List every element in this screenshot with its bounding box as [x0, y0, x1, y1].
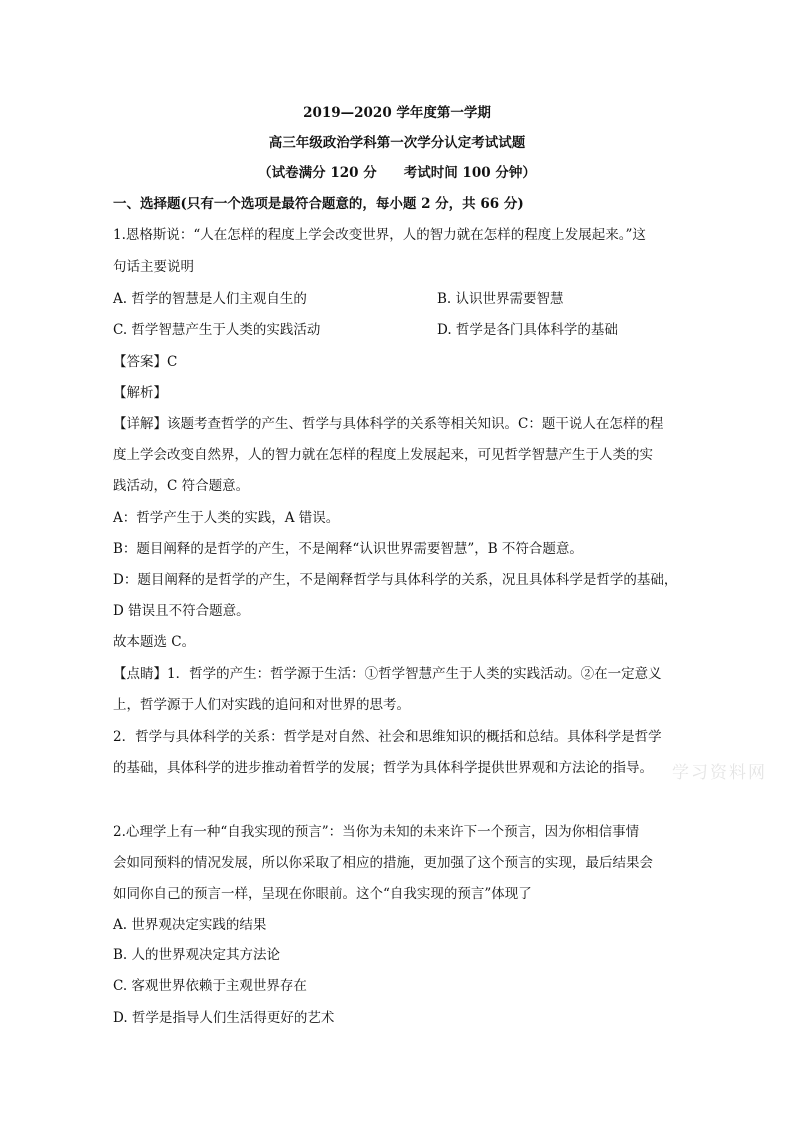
- year-term-heading: 2019—2020 学年度第一学期: [303, 105, 491, 121]
- q2-option-a: A. 世界观决定实践的结果: [113, 917, 267, 933]
- exam-title: 高三年级政治学科第一次学分认定考试试题: [268, 135, 526, 151]
- q1-tip-line1: 【点睛】1．哲学的产生：哲学源于生活：①哲学智慧产生于人类的实践活动。②在一定意义: [113, 666, 662, 682]
- section-heading: 一、选择题(只有一个选项是最符合题意的，每小题 2 分，共 66 分): [113, 196, 524, 212]
- q1-option-b: B. 认识世界需要智慧: [437, 291, 564, 307]
- q2-option-b: B. 人的世界观决定其方法论: [113, 947, 281, 963]
- q2-stem-line1: 2.心理学上有一种“自我实现的预言”：当你为未知的未来许下一个预言，因为你相信事情: [113, 824, 640, 840]
- q1-analysis-heading: 【解析】: [113, 385, 167, 401]
- q1-stem-line1: 1.恩格斯说：“人在怎样的程度上学会改变世界，人的智力就在怎样的程度上发展起来。”这: [113, 227, 646, 243]
- q1-option-c: C. 哲学智慧产生于人类的实践活动: [113, 322, 321, 338]
- q1-tip-line4: 的基础，具体科学的进步推动着哲学的发展；哲学为具体科学提供世界观和方法论的指导。: [113, 760, 653, 776]
- q2-option-d: D. 哲学是指导人们生活得更好的艺术: [113, 1010, 335, 1026]
- q1-note-b: B：题目阐释的是哲学的产生，不是阐释“认识世界需要智慧”，B 不符合题意。: [113, 541, 583, 557]
- q2-stem-line3: 如同你自己的预言一样，呈现在你眼前。这个“自我实现的预言”体现了: [113, 886, 532, 902]
- q1-stem-line2: 句话主要说明: [113, 259, 194, 275]
- watermark: 学习资料网: [672, 763, 767, 783]
- q2-stem-line2: 会如同预料的情况发展，所以你采取了相应的措施，更加强了这个预言的实现，最后结果会: [113, 855, 653, 871]
- q1-answer: 【答案】C: [113, 354, 178, 370]
- exam-info: （试卷满分 120 分 考试时间 100 分钟）: [258, 165, 536, 181]
- q1-note-d-line2: D 错误且不符合题意。: [113, 603, 250, 619]
- q1-detail-line3: 践活动，C 符合题意。: [113, 478, 250, 494]
- q1-option-d: D. 哲学是各门具体科学的基础: [437, 322, 618, 338]
- q2-option-c: C. 客观世界依赖于主观世界存在: [113, 978, 307, 994]
- q1-note-a: A：哲学产生于人类的实践，A 错误。: [113, 510, 340, 526]
- q1-tip-line2: 上，哲学源于人们对实践的追问和对世界的思考。: [113, 697, 410, 713]
- q1-option-a: A. 哲学的智慧是人们主观自生的: [113, 291, 307, 307]
- q1-detail-line1: 【详解】该题考查哲学的产生、哲学与具体科学的关系等相关知识。C：题干说人在怎样的程: [113, 416, 664, 432]
- q1-tip-line3: 2．哲学与具体科学的关系：哲学是对自然、社会和思维知识的概括和总结。具体科学是哲学: [113, 729, 662, 745]
- q1-note-d-line1: D：题目阐释的是哲学的产生，不是阐释哲学与具体科学的关系，况且具体科学是哲学的基础，: [113, 572, 678, 588]
- q1-detail-line2: 度上学会改变自然界，人的智力就在怎样的程度上发展起来，可见哲学智慧产生于人类的实: [113, 447, 653, 463]
- q1-conclusion: 故本题选 C。: [113, 634, 196, 650]
